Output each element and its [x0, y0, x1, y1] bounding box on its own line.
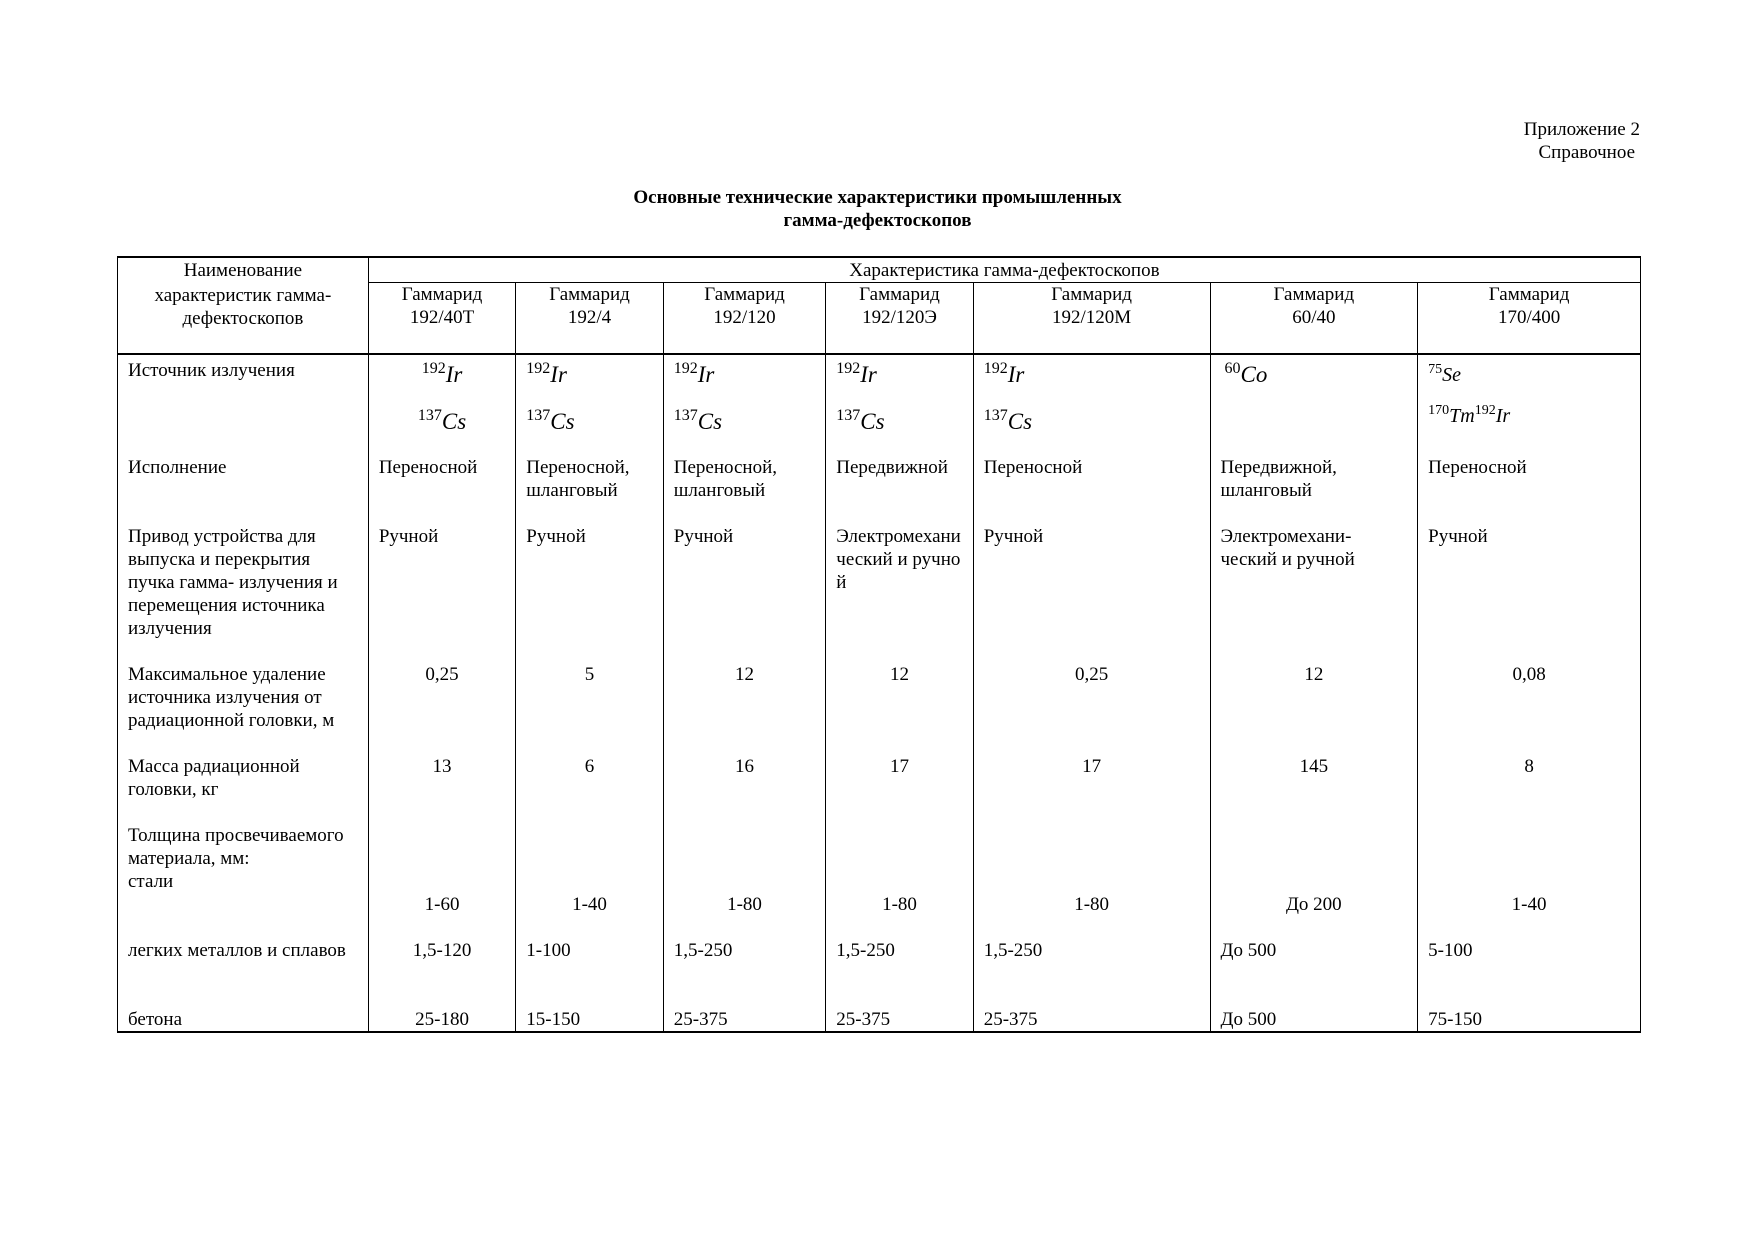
document-title — [0, 186, 1755, 232]
table-cell: Переносной, шланговый — [663, 456, 826, 525]
table-cell: 1-80 — [826, 824, 973, 939]
table-cell: Ручной — [663, 525, 826, 663]
title-line-2: гамма-дефектоскопов — [783, 210, 972, 231]
table-row-steel — [118, 824, 1641, 939]
group-header-cell: Характеристика гамма-дефектоскопов — [368, 257, 1640, 283]
table-cell: 16 — [663, 755, 826, 824]
source-cell: $^{192}$Ir $^{137}$Cs — [973, 354, 1210, 456]
table-cell: 12 — [663, 663, 826, 755]
table-cell: До 200 — [1210, 824, 1418, 939]
row-label: Толщина просвечиваемого материала, мм: стали — [118, 824, 369, 939]
source-cell: $^{75}$Se $^{170}$Tm$^{192}$Ir — [1418, 354, 1641, 456]
table-cell: 17 — [973, 755, 1210, 824]
table-cell: 1,5-250 — [663, 939, 826, 1008]
table-cell: 0,25 — [973, 663, 1210, 755]
column-header: Гаммарид 170/400 — [1418, 283, 1641, 355]
table-cell: 15-150 — [516, 1008, 663, 1032]
column-header: Гаммарид 60/40 — [1210, 283, 1418, 355]
column-header: Гаммарид 192/120 — [663, 283, 826, 355]
source-cell: $^{192}$Ir $^{137}$Cs — [663, 354, 826, 456]
table-cell: 25-375 — [663, 1008, 826, 1032]
table-cell: 25-375 — [826, 1008, 973, 1032]
table-cell: 13 — [368, 755, 515, 824]
row-label: бетона — [118, 1008, 369, 1032]
table-cell: 1-40 — [1418, 824, 1641, 939]
table-cell: Ручной — [973, 525, 1210, 663]
row-label: Максимальное удаление источника излучения от радиационной головки, м — [118, 663, 369, 755]
table-header-row — [118, 257, 1641, 283]
appendix-note — [1524, 118, 1640, 164]
table-cell: 1-60 — [368, 824, 515, 939]
table-cell: 17 — [826, 755, 973, 824]
table-cell: 0,08 — [1418, 663, 1641, 755]
table-cell: 12 — [826, 663, 973, 755]
column-header: Гаммарид 192/4 — [516, 283, 663, 355]
table-row-source — [118, 354, 1641, 456]
row-label: Исполнение — [118, 456, 369, 525]
table-row-mass — [118, 755, 1641, 824]
table-cell: 6 — [516, 755, 663, 824]
row-label: Привод устройства для выпуска и перекрытия пучка гамма- излучения и перемещения источника излучения — [118, 525, 369, 663]
row-label: Источник излучения — [118, 354, 369, 456]
table-cell: 25-180 — [368, 1008, 515, 1032]
row-label: Масса радиационной головки, кг — [118, 755, 369, 824]
table-cell: Переносной — [368, 456, 515, 525]
table-cell: 25-375 — [973, 1008, 1210, 1032]
table-cell: 75-150 — [1418, 1008, 1641, 1032]
table-row-execution — [118, 456, 1641, 525]
table-cell: Переносной — [973, 456, 1210, 525]
column-header: Гаммарид 192/40Т — [368, 283, 515, 355]
table-cell: 5 — [516, 663, 663, 755]
table-cell: Ручной — [368, 525, 515, 663]
appendix-type: Справочное — [1538, 142, 1635, 163]
source-cell: $^{192}$Ir $^{137}$Cs — [826, 354, 973, 456]
table-cell: Ручной — [1418, 525, 1641, 663]
table-row-drive — [118, 525, 1641, 663]
table-cell: 12 — [1210, 663, 1418, 755]
table-cell: 0,25 — [368, 663, 515, 755]
table-cell: Передвижной, шланговый — [1210, 456, 1418, 525]
source-cell: $^{192}$Ir $^{137}$Cs — [368, 354, 515, 456]
appendix-number: Приложение 2 — [1523, 119, 1640, 140]
row-label: легких металлов и сплавов — [118, 939, 369, 1008]
source-cell: $^{192}$Ir $^{137}$Cs — [516, 354, 663, 456]
table-cell: 5-100 — [1418, 939, 1641, 1008]
column-header: Гаммарид 192/120Э — [826, 283, 973, 355]
source-cell: $^{60}$Co — [1210, 354, 1418, 456]
table-cell: 1-40 — [516, 824, 663, 939]
table-cell: Ручной — [516, 525, 663, 663]
table-row-concrete — [118, 1008, 1641, 1032]
title-line-1: Основные технические характеристики промышленных — [633, 187, 1122, 208]
table-cell: Передвижной — [826, 456, 973, 525]
table-cell: 1,5-250 — [973, 939, 1210, 1008]
table-cell: Переносной, шланговый — [516, 456, 663, 525]
table-cell: 1-80 — [663, 824, 826, 939]
table-cell: До 500 — [1210, 1008, 1418, 1032]
table-cell: Электромехани-ческий и ручной — [1210, 525, 1418, 663]
table-cell: Электромеханический и ручной — [826, 525, 973, 663]
table-cell: 8 — [1418, 755, 1641, 824]
column-header: Гаммарид 192/120М — [973, 283, 1210, 355]
table-cell: 1-100 — [516, 939, 663, 1008]
table-cell: 145 — [1210, 755, 1418, 824]
name-header-cell: Наименование характеристик гамма- дефектоскопов — [118, 257, 369, 354]
table-cell: 1,5-250 — [826, 939, 973, 1008]
table-row-max-distance — [118, 663, 1641, 755]
table-cell: 1,5-120 — [368, 939, 515, 1008]
specs-table — [117, 256, 1641, 1033]
table-cell: До 500 — [1210, 939, 1418, 1008]
table-row-light-metals — [118, 939, 1641, 1008]
table-cell: 1-80 — [973, 824, 1210, 939]
table-cell: Переносной — [1418, 456, 1641, 525]
